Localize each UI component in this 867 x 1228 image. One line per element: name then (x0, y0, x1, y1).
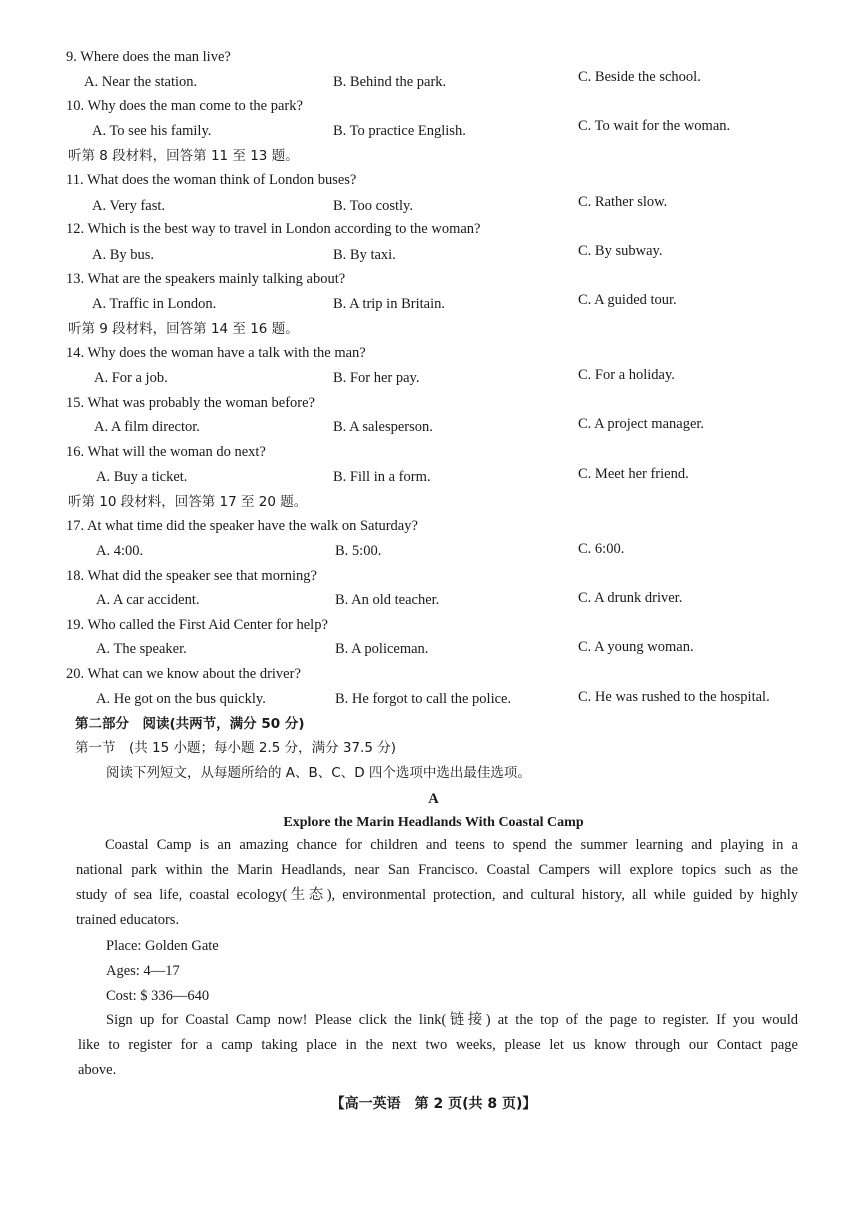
passage-title: Explore the Marin Headlands With Coastal Camp (283, 815, 584, 830)
option-10-a: A. To see his family. (92, 123, 212, 139)
option-10-c: C. To wait for the woman. (578, 118, 731, 134)
passage-letter: A (428, 791, 439, 807)
option-20-c: C. He was rushed to the hospital. (578, 689, 770, 705)
question-13: 13. What are the speakers mainly talking about? (66, 271, 346, 287)
paragraph-2-line-2: like to register for a camp taking place in the next two weeks, please let us know through our Contact page (78, 1037, 798, 1053)
option-11-c: C. Rather slow. (578, 194, 668, 210)
option-10-b: B. To practice English. (333, 123, 466, 139)
option-12-b: B. By taxi. (333, 247, 396, 263)
option-18-c: C. A drunk driver. (578, 590, 683, 606)
question-15: 15. What was probably the woman before? (66, 395, 315, 411)
question-19: 19. Who called the First Aid Center for help? (66, 617, 328, 633)
camp-cost: Cost: $ 336—640 (106, 988, 210, 1004)
option-18-a: A. A car accident. (96, 592, 200, 608)
question-17: 17. At what time did the speaker have the walk on Saturday? (66, 518, 418, 534)
reading-instruction: 阅读下列短文，从每题所给的 A、B、C、D 四个选项中选出最佳选项。 (106, 765, 531, 781)
option-11-a: A. Very fast. (92, 198, 166, 214)
camp-place: Place: Golden Gate (106, 938, 219, 954)
section-heading-10: 听第 10 段材料，回答第 17 至 20 题。 (68, 494, 308, 510)
page-footer: 【高一英语 第 2 页(共 8 页)】 (330, 1096, 537, 1112)
option-20-b: B. He forgot to call the police. (335, 691, 512, 707)
option-16-a: A. Buy a ticket. (96, 469, 188, 485)
section-heading-8: 听第 8 段材料，回答第 11 至 13 题。 (68, 148, 299, 164)
option-11-b: B. Too costly. (333, 198, 413, 214)
option-9-a: A. Near the station. (84, 74, 198, 90)
option-12-c: C. By subway. (578, 243, 663, 259)
paragraph-1-line-4: trained educators. (76, 912, 180, 928)
option-17-b: B. 5:00. (335, 543, 382, 559)
option-17-a: A. 4:00. (96, 543, 144, 559)
paragraph-1-line-3: study of sea life, coastal ecology(生态), environmental protection, and cultural history, all while guided by highly (76, 887, 798, 903)
question-9: 9. Where does the man live? (66, 49, 231, 65)
option-13-c: C. A guided tour. (578, 292, 677, 308)
option-13-b: B. A trip in Britain. (333, 296, 445, 312)
passage-paragraph-1 (76, 833, 798, 933)
question-10: 10. Why does the man come to the park? (66, 98, 303, 114)
section-one-heading: 第一节 (共 15 小题；每小题 2.5 分，满分 37.5 分) (75, 740, 396, 756)
option-16-b: B. Fill in a form. (333, 469, 431, 485)
camp-ages: Ages: 4—17 (106, 963, 180, 979)
question-18: 18. What did the speaker see that morning? (66, 568, 317, 584)
option-14-c: C. For a holiday. (578, 367, 675, 383)
option-9-c: C. Beside the school. (578, 69, 701, 85)
paragraph-2-line-1: Sign up for Coastal Camp now! Please click the link(链接) at the top of the page to register. If you would (106, 1012, 798, 1028)
option-12-a: A. By bus. (92, 247, 155, 263)
passage-paragraph-2 (78, 1008, 798, 1083)
option-18-b: B. An old teacher. (335, 592, 440, 608)
option-13-a: A. Traffic in London. (92, 296, 217, 312)
paragraph-2-line-3: above. (78, 1062, 117, 1078)
question-20: 20. What can we know about the driver? (66, 666, 301, 682)
option-19-a: A. The speaker. (96, 641, 187, 657)
paragraph-1-line-1: Coastal Camp is an amazing chance for children and teens to spend the summer learning and playing in a (105, 837, 798, 853)
option-14-b: B. For her pay. (333, 370, 420, 386)
option-20-a: A. He got on the bus quickly. (96, 691, 266, 707)
option-19-c: C. A young woman. (578, 639, 694, 655)
option-19-b: B. A policeman. (335, 641, 429, 657)
option-17-c: C. 6:00. (578, 541, 625, 557)
option-15-b: B. A salesperson. (333, 419, 433, 435)
paragraph-1-line-2: national park within the Marin Headlands, near San Francisco. Coastal Campers will explore topics such as the (76, 862, 798, 878)
option-15-a: A. A film director. (94, 419, 200, 435)
option-9-b: B. Behind the park. (333, 74, 447, 90)
option-14-a: A. For a job. (94, 370, 168, 386)
option-15-c: C. A project manager. (578, 416, 705, 432)
section-heading-9: 听第 9 段材料，回答第 14 至 16 题。 (68, 321, 299, 337)
part-two-heading: 第二部分 阅读(共两节，满分 50 分) (75, 716, 305, 732)
question-12: 12. Which is the best way to travel in London according to the woman? (66, 221, 481, 237)
option-16-c: C. Meet her friend. (578, 466, 689, 482)
question-14: 14. Why does the woman have a talk with the man? (66, 345, 366, 361)
question-16: 16. What will the woman do next? (66, 444, 266, 460)
question-11: 11. What does the woman think of London buses? (66, 172, 357, 188)
